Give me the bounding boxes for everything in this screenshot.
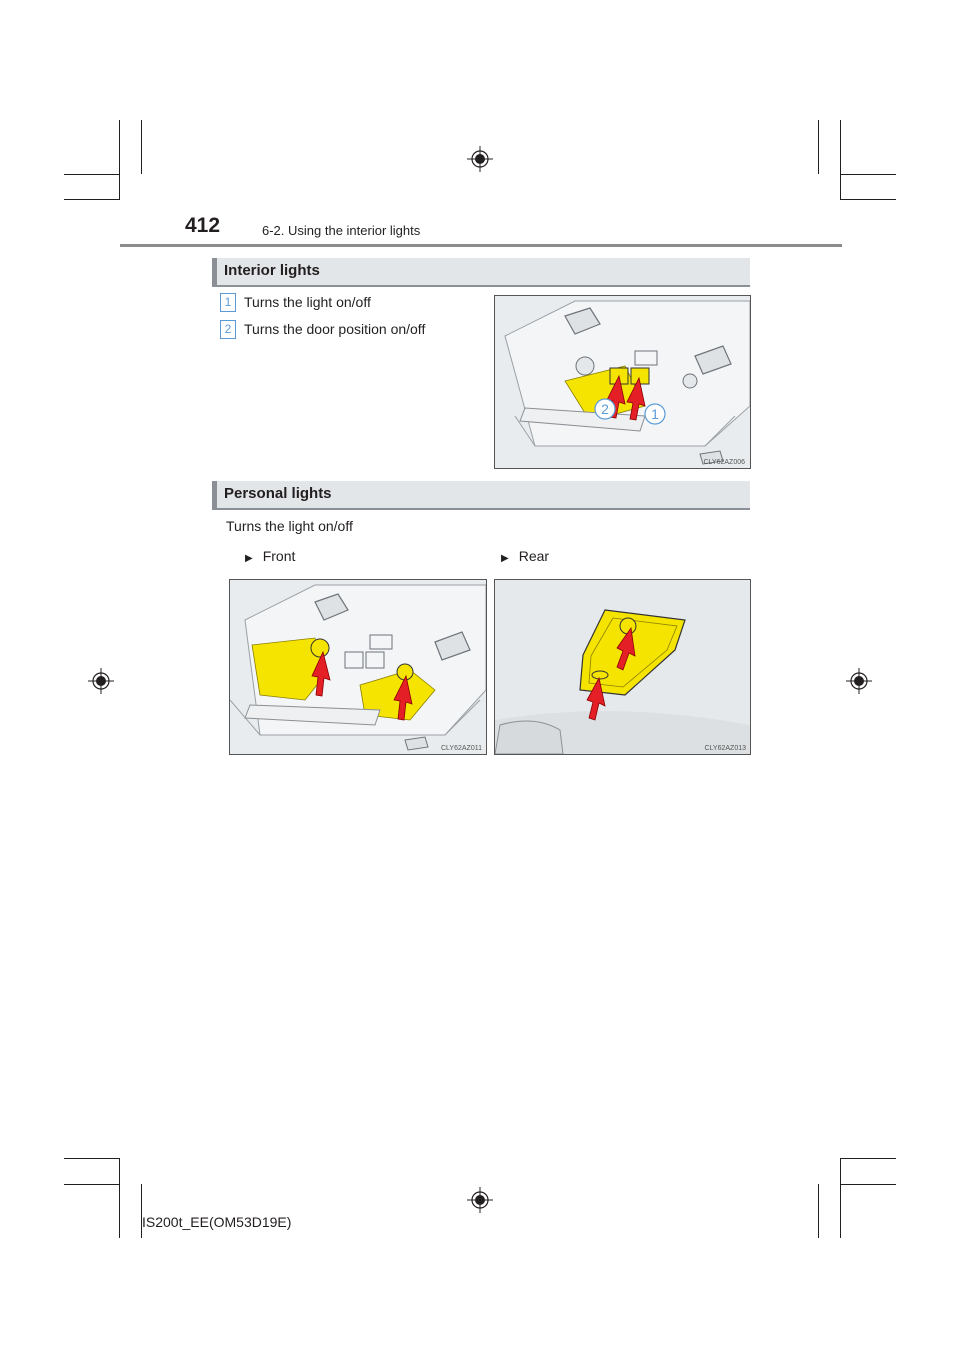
step-number-1: 1	[220, 293, 236, 312]
registration-mark-icon	[88, 668, 114, 694]
triangle-bullet-icon: ▶	[501, 553, 509, 564]
crop-mark	[64, 199, 120, 200]
rear-personal-lights-illustration	[494, 579, 751, 755]
rear-image-code: CLY62AZ013	[704, 745, 746, 752]
interior-lights-heading-text: Interior lights	[224, 262, 320, 279]
callout-2: 2	[601, 401, 609, 417]
image-code: CLY62AZ006	[703, 459, 745, 466]
crop-mark	[840, 174, 896, 175]
rear-label	[501, 548, 549, 564]
header-rule	[120, 244, 842, 247]
crop-mark	[141, 120, 142, 174]
personal-lights-description: Turns the light on/off	[226, 518, 353, 534]
registration-mark-icon	[846, 668, 872, 694]
front-image-code: CLY62AZ011	[441, 745, 482, 752]
crop-mark	[840, 1158, 896, 1159]
page-number: 412	[185, 214, 221, 237]
step-text-2: Turns the door position on/off	[244, 321, 426, 337]
crop-mark	[840, 199, 896, 200]
interior-lights-illustration	[494, 295, 751, 469]
crop-mark	[818, 1184, 819, 1238]
personal-lights-heading-text: Personal lights	[224, 485, 332, 502]
crop-mark	[840, 1158, 841, 1238]
crop-mark	[119, 1158, 120, 1238]
crop-mark	[64, 1158, 120, 1159]
triangle-bullet-icon: ▶	[245, 553, 253, 564]
crop-mark	[840, 1184, 896, 1185]
section-title: 6-2. Using the interior lights	[262, 223, 421, 238]
step-number-2: 2	[220, 320, 236, 339]
crop-mark	[818, 120, 819, 174]
front-label-text: Front	[262, 548, 296, 564]
crop-mark	[840, 120, 841, 200]
registration-mark-icon	[467, 146, 493, 172]
personal-lights-heading	[212, 481, 750, 510]
interior-lights-heading	[212, 258, 750, 287]
front-label	[245, 548, 295, 564]
rear-label-text: Rear	[518, 548, 550, 564]
registration-mark-icon	[467, 1187, 493, 1213]
callout-1: 1	[651, 406, 659, 422]
document-id: IS200t_EE(OM53D19E)	[142, 1214, 292, 1230]
crop-mark	[119, 120, 120, 200]
step-text-1: Turns the light on/off	[244, 294, 371, 310]
front-personal-lights-illustration	[229, 579, 487, 755]
crop-mark	[64, 1184, 120, 1185]
crop-mark	[64, 174, 120, 175]
